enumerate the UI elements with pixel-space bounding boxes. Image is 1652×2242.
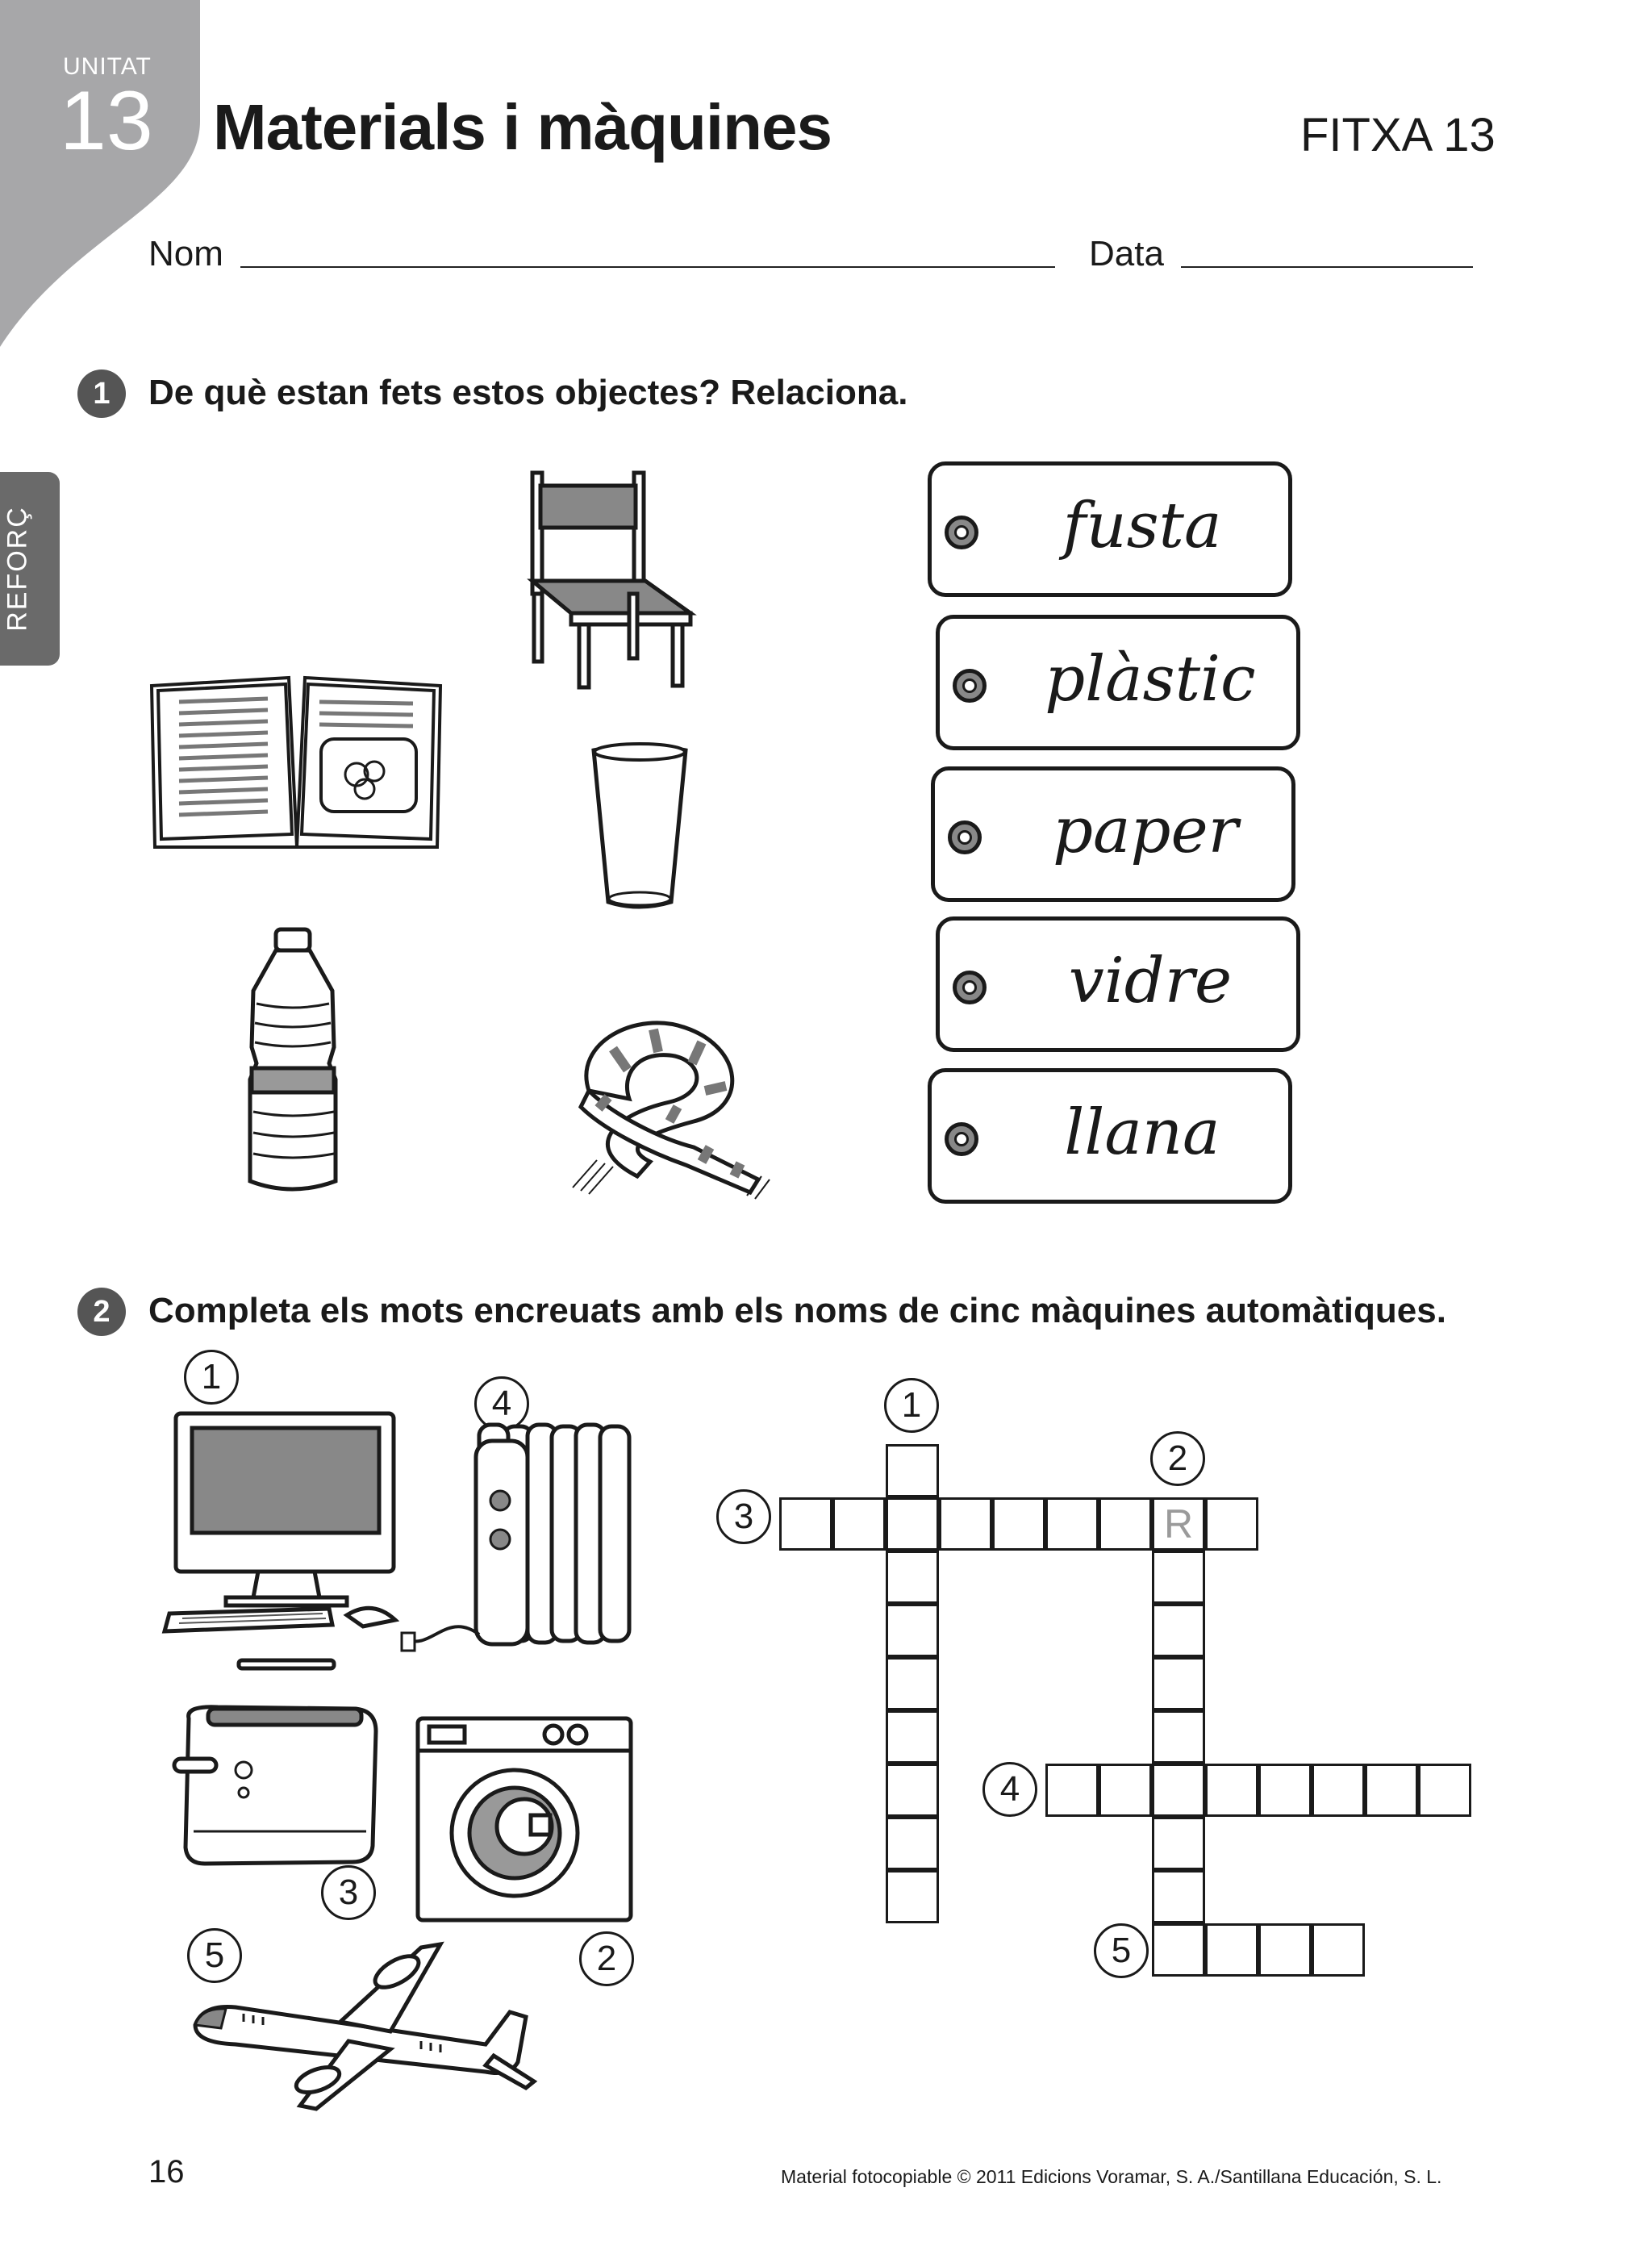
crossword-cell[interactable] xyxy=(886,1870,939,1923)
tag-hole-icon[interactable] xyxy=(948,820,982,854)
tag-hole-icon[interactable] xyxy=(953,971,987,1004)
tag-hole-icon[interactable] xyxy=(945,516,978,549)
question-2-text: Completa els mots encreuats amb els noms de cinc màquines automàtiques. xyxy=(148,1291,1446,1330)
tag-word: vidre xyxy=(1068,945,1233,1017)
tag-plastic[interactable] xyxy=(936,615,1300,750)
side-tab-label: REFORÇ xyxy=(2,506,33,632)
tag-fusta[interactable] xyxy=(928,461,1292,597)
clue-number-2: 2 xyxy=(1150,1431,1205,1486)
glass-image xyxy=(587,741,692,912)
crossword-cell[interactable] xyxy=(886,1764,939,1817)
name-label: Nom xyxy=(148,234,223,273)
crossword-cell[interactable] xyxy=(1099,1497,1152,1551)
book-image xyxy=(147,662,445,855)
tag-word: plàstic xyxy=(1045,643,1256,716)
page-title: Materials i màquines xyxy=(213,91,832,163)
bottle-image xyxy=(236,926,348,1200)
crossword-cell[interactable] xyxy=(1312,1923,1365,1977)
scarf-image xyxy=(565,1018,776,1204)
crossword-cell[interactable] xyxy=(1205,1497,1258,1551)
crossword-cell[interactable] xyxy=(886,1657,939,1710)
tag-hole-icon[interactable] xyxy=(953,669,987,703)
crossword-cell[interactable] xyxy=(1152,1764,1205,1817)
clue-number-4: 4 xyxy=(982,1762,1037,1817)
crossword-cell[interactable] xyxy=(1152,1604,1205,1657)
chair-image xyxy=(524,468,699,692)
tag-word: paper xyxy=(1053,795,1238,867)
crossword-cell[interactable] xyxy=(1152,1817,1205,1870)
crossword-cell[interactable] xyxy=(1152,1551,1205,1604)
crossword-cell[interactable] xyxy=(886,1604,939,1657)
tag-vidre[interactable] xyxy=(936,916,1300,1052)
name-field-line[interactable] xyxy=(240,266,1055,268)
picture-label-radiator: 4 xyxy=(474,1376,529,1431)
radiator-image xyxy=(398,1417,640,1667)
crossword-cell[interactable] xyxy=(1312,1764,1365,1817)
computer-image xyxy=(161,1409,403,1675)
clue-number-1: 1 xyxy=(884,1378,939,1433)
crossword-cell[interactable] xyxy=(886,1551,939,1604)
date-label: Data xyxy=(1089,234,1164,273)
tag-llana[interactable] xyxy=(928,1068,1292,1204)
tag-word: fusta xyxy=(1062,490,1222,562)
page-number: 16 xyxy=(148,2154,185,2190)
crossword-cell[interactable] xyxy=(1152,1710,1205,1764)
copyright-notice: Material fotocopiable © 2011 Edicions Voramar, S. A./Santillana Educación, S. L. xyxy=(781,2166,1442,2187)
crossword-cell[interactable] xyxy=(886,1817,939,1870)
sheet-number: FITXA 13 xyxy=(1300,109,1496,161)
question-2-number: 2 xyxy=(77,1288,126,1336)
crossword-cell[interactable] xyxy=(1045,1764,1099,1817)
tag-word: llana xyxy=(1064,1096,1220,1169)
crossword-cell[interactable] xyxy=(1258,1764,1312,1817)
clue-number-5: 5 xyxy=(1094,1923,1149,1978)
washing-machine-image xyxy=(411,1714,637,1927)
crossword-cell[interactable] xyxy=(1205,1764,1258,1817)
crossword-cell[interactable] xyxy=(1365,1764,1418,1817)
crossword-cell[interactable] xyxy=(1152,1923,1205,1977)
crossword-cell[interactable] xyxy=(1418,1764,1471,1817)
crossword-cell[interactable] xyxy=(832,1497,886,1551)
crossword-cell[interactable] xyxy=(1152,1657,1205,1710)
toaster-image xyxy=(169,1702,387,1872)
picture-label-toaster: 3 xyxy=(321,1865,376,1920)
crossword-cell[interactable] xyxy=(992,1497,1045,1551)
tag-hole-icon[interactable] xyxy=(945,1122,978,1156)
question-1-text: De què estan fets estos objectes? Relaciona. xyxy=(148,373,908,412)
airplane-image xyxy=(179,1923,540,2117)
picture-label-computer: 1 xyxy=(184,1350,239,1405)
crossword-hint-letter[interactable]: R xyxy=(1152,1497,1205,1551)
crossword-cell[interactable] xyxy=(1152,1870,1205,1923)
crossword-cell[interactable] xyxy=(1205,1923,1258,1977)
crossword-cell[interactable] xyxy=(1045,1497,1099,1551)
crossword-cell[interactable] xyxy=(886,1497,939,1551)
question-1-number: 1 xyxy=(77,369,126,418)
crossword-cell[interactable] xyxy=(886,1710,939,1764)
picture-label-washer: 2 xyxy=(579,1931,634,1986)
crossword-cell[interactable] xyxy=(779,1497,832,1551)
picture-label-plane: 5 xyxy=(187,1928,242,1983)
side-tab xyxy=(0,472,60,666)
unit-label: UNITAT xyxy=(63,53,152,80)
tag-paper[interactable] xyxy=(931,766,1295,902)
date-field-line[interactable] xyxy=(1181,266,1473,268)
crossword-cell[interactable] xyxy=(886,1444,939,1497)
clue-number-3: 3 xyxy=(716,1489,771,1544)
crossword-cell[interactable] xyxy=(1258,1923,1312,1977)
crossword-cell[interactable] xyxy=(1099,1764,1152,1817)
unit-number: 13 xyxy=(60,74,153,168)
crossword-cell[interactable] xyxy=(939,1497,992,1551)
